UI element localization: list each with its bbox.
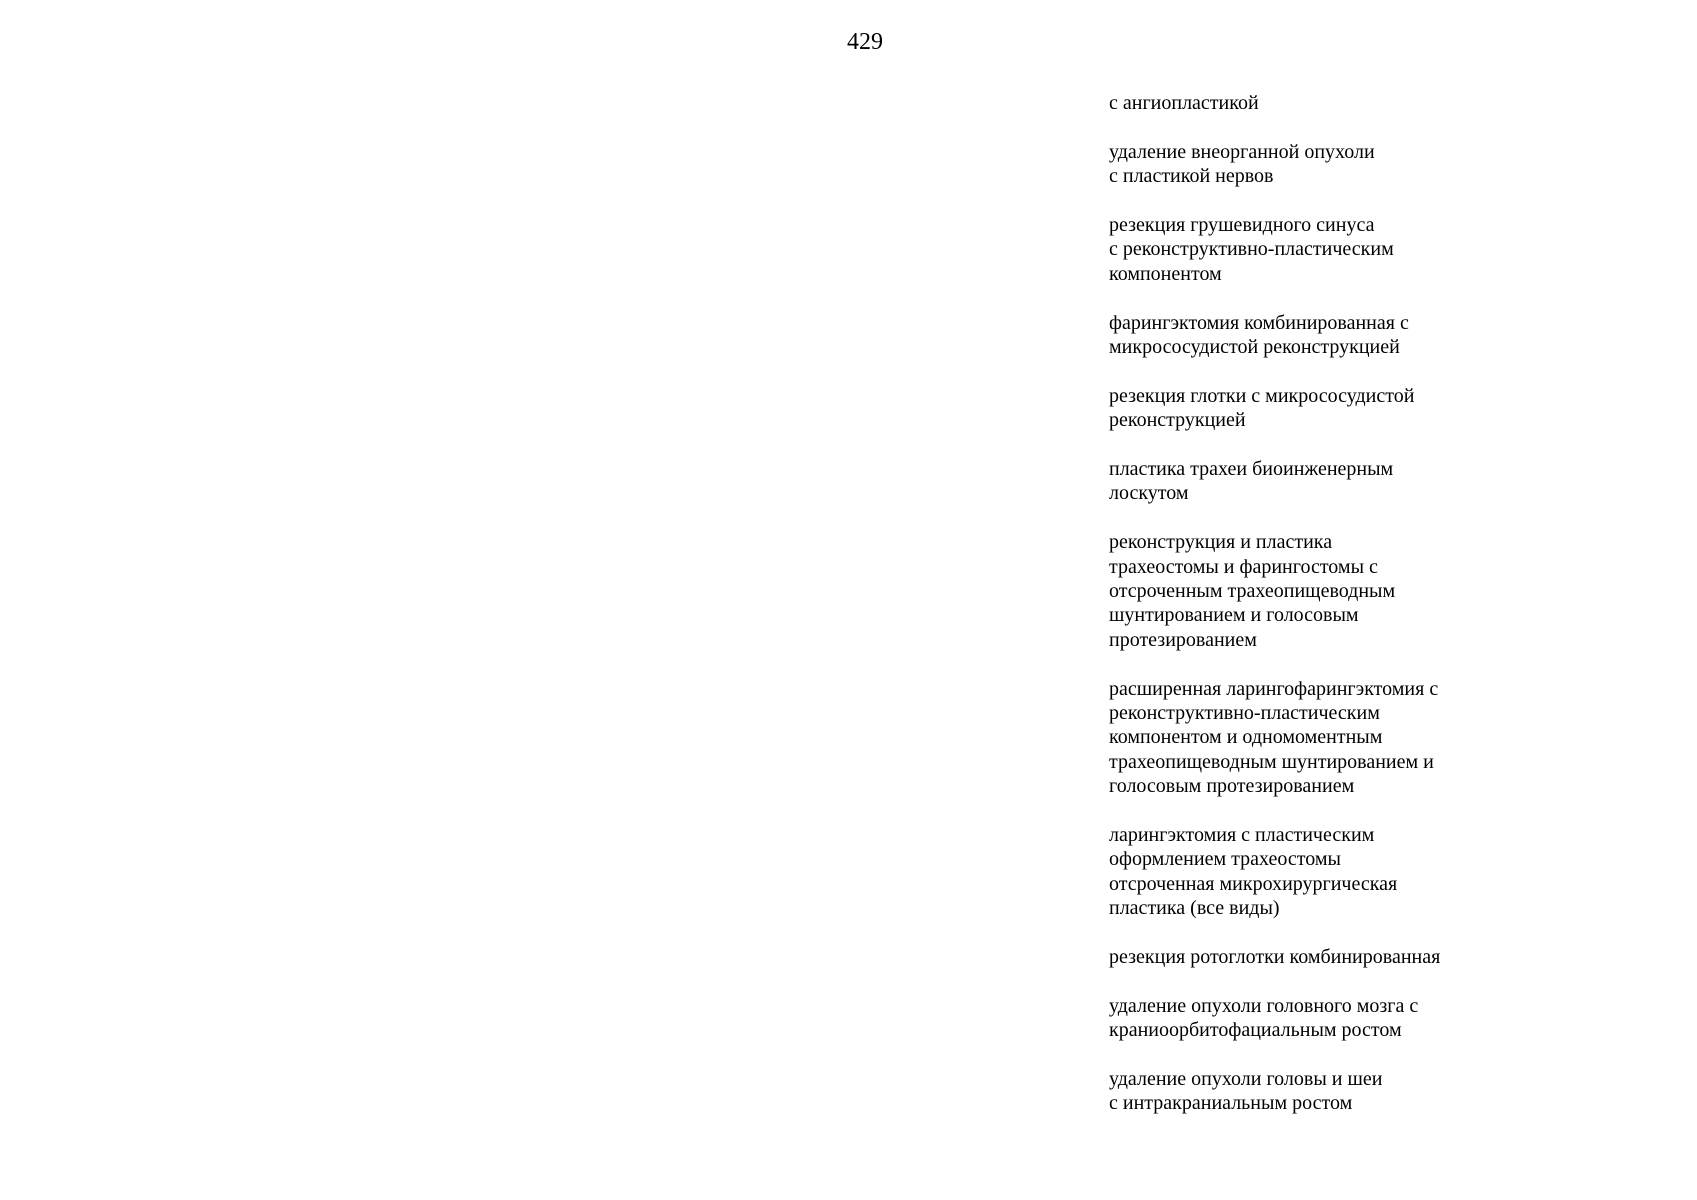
entry-line: реконструкцией (1109, 409, 1246, 432)
procedure-entry (1109, 823, 1509, 921)
procedure-entry (1109, 1067, 1509, 1116)
entry-line: фарингэктомия комбинированная с (1109, 311, 1409, 334)
entry-line: протезированием (1109, 628, 1257, 651)
page-number: 429 (847, 29, 883, 55)
procedure-entry (1109, 140, 1509, 189)
entry-line: трахеостомы и фарингостомы с (1109, 555, 1378, 578)
entry-line: с пластикой нервов (1109, 165, 1274, 188)
entry-line: отсроченная микрохирургическая (1109, 872, 1398, 895)
procedure-entry (1109, 994, 1509, 1043)
procedure-entry (1109, 677, 1509, 799)
procedure-entry (1109, 311, 1509, 360)
procedure-entry (1109, 530, 1509, 652)
procedure-entry (1109, 213, 1509, 286)
entry-line: удаление опухоли головного мозга с (1109, 994, 1419, 1017)
entry-line: трахеопищеводным шунтированием и (1109, 750, 1434, 773)
entry-line: резекция глотки с микрососудистой (1109, 384, 1415, 407)
entry-line: отсроченным трахеопищеводным (1109, 580, 1396, 603)
entry-line: удаление внеорганной опухоли (1109, 140, 1375, 163)
entry-line: реконструктивно-пластическим (1109, 702, 1380, 725)
entry-line: резекция грушевидного синуса (1109, 214, 1375, 236)
entry-line: реконструкция и пластика (1109, 531, 1333, 554)
entry-line: краниоорбитофациальным ростом (1109, 1019, 1402, 1042)
entry-line: компонентом (1109, 262, 1222, 285)
procedure-entry (1109, 384, 1509, 433)
entry-line: шунтированием и голосовым (1109, 604, 1359, 627)
entry-line: компонентом и одномоментным (1109, 726, 1383, 749)
procedure-entry (1109, 457, 1509, 506)
entry-line: с реконструктивно-пластическим (1109, 238, 1394, 261)
entry-line: оформлением трахеостомы (1109, 848, 1341, 871)
entry-line: резекция ротоглотки комбинированная (1109, 946, 1441, 969)
procedure-entry (1109, 945, 1509, 969)
entry-line: микрососудистой реконструкцией (1109, 336, 1400, 359)
procedure-entry (1109, 91, 1509, 115)
entry-line: лоскутом (1109, 482, 1189, 505)
entry-line: расширенная ларингофарингэктомия с (1109, 677, 1439, 700)
entry-line: с интракраниальным ростом (1109, 1092, 1353, 1115)
entry-line: пластика трахеи биоинженерным (1109, 458, 1394, 481)
entry-line: пластика (все виды) (1109, 897, 1280, 920)
procedure-list (1109, 91, 1509, 1140)
entry-line: ларингэктомия с пластическим (1109, 824, 1375, 847)
entry-line: с ангиопластикой (1109, 92, 1259, 114)
entry-line: голосовым протезированием (1109, 775, 1355, 798)
entry-line: удаление опухоли головы и шеи (1109, 1068, 1383, 1091)
